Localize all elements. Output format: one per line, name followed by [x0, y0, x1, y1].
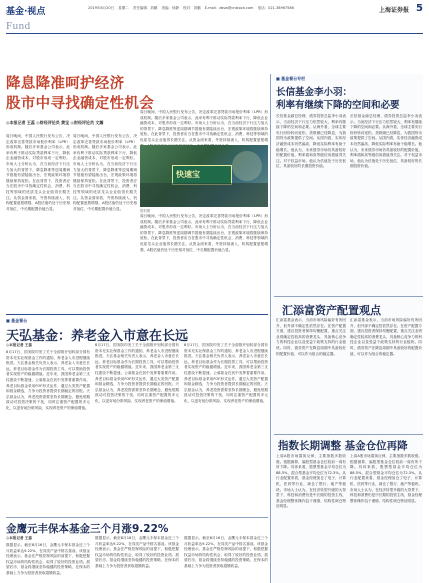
- gold-body-col3: 数据显示，截至8月16日，金鹰元丰保本基金近三个月收益率达9.22%，在同类产品中排名靠前。该基金经理表示，基金在严格控制风险的前提下，积极把握权益市场的结构性机会，取得了较好的投资业绩。展望后市，基金将继续坚持稳健的投资策略，在保本的基础上力争为投资者获取超额收益。: [184, 536, 268, 568]
- pension-body-col2: 8月17日，国务院印发了关于全面推开划转部分国有资本充实社保基金工作的通知，养老金入市进程继续推进。天弘基金相关负责人表示，养老金入市意在长远，养老目标基金作为长期投资工具，可以帮助投资者实现资产的稳健增值。近年来，我国养老金第三支柱建设不断提速，公募基金在其中发挥着重要作用。养老目标基金采用FOF形式运作，通过大类资产配置和基金精选，力争为投资者提供长期稳定的回报。天弘基金认为，养老投资需要坚持长期理念，避免短期波动对投资决策的干扰，同时注重资产配置的多元化，以更好地分散风险，实现养老资产的保值增值。: [95, 343, 179, 403]
- lead-headline-line2: 股市中寻找确定性机会: [6, 96, 154, 112]
- date-info-item: 美编：何静: [161, 6, 179, 10]
- paper-name: 上海证券报: [378, 7, 409, 14]
- right-rule-1: [274, 296, 423, 297]
- right-headline3: 指数长期调整 基金仓位再降: [278, 440, 408, 452]
- right-body1-col2: 长信基金副总经理、债券投资总监李小羽表示，当前经济下行压力依然较大，利率有继续下降的空间和必要。从海外看，全球主要央行纷纷转向宽松，美联储已经降息，为我国货币政策提供了空间。从国内看，实体经济融资成本仍然偏高，降低实际利率有助于稳增长。他认为，未来债券市场仍具备较好的配置价值，利率债和高等级信用债值得关注。对于权益市场，他认为估值处于历史低位，具备较好的长期投资价值。: [350, 114, 422, 169]
- date-info-item: 电话：021-38967586: [257, 6, 294, 10]
- right-body2-col1: 汇添富基金表示，当前市场风险偏好有所回升，但外部不确定性依然存在。在资产配置方面，建议投资者保持均衡配置，重点关注业绩确定性较高的消费龙头、具备核心竞争力的科技企业以及受益于政策支持的行业板块。同时，债券资产在降息周期中具备较好的配置价值，可以作为组合的稳定器。: [276, 318, 346, 356]
- lead-bottom-rule: [6, 314, 268, 315]
- right-headline2: 汇添富资产配置观点: [282, 304, 381, 317]
- header-rule: [6, 33, 423, 34]
- date-info-line: [88, 6, 297, 11]
- lead-headline-line1: 降息降准呵护经济: [6, 76, 125, 92]
- lead-body-col3-top: 周日晚间，中国人民银行发布公告，决定改革完善贷款市场报价利率（LPR）形成机制。随后多家基金公司表示，此举有利于推动实际贷款利率下行，降低企业融资成本，对股市形成一定利好。市场人士分析认为，在当前经济下行压力加大的背景下，降息降准等逆周期调节措施有望陆续出台，宏观政策环境将继续保持宽松。在此背景下，投资者应当在股市中寻找确定性机会，消费、科技等领域的优质龙头企业值得长期关注。从资金面来看，外资持续流入，机构配置意愿增: [140, 110, 268, 142]
- right-section-label: ■ 基金看台专栏: [276, 76, 306, 81]
- right-headline1-line1: 长信基金李小羽：: [276, 87, 353, 98]
- column-divider: [270, 74, 271, 583]
- right-headline1-line2: 利率有继续下降的空间和必要: [276, 100, 400, 111]
- photo-shadow-shape: [140, 183, 268, 207]
- header-bar: [6, 4, 423, 18]
- right-body1-col1: 长信基金副总经理、债券投资总监李小羽表示，当前经济下行压力依然较大，利率有继续下降的空间和必要。从海外看，全球主要央行纷纷转向宽松，美联储已经降息，为我国货币政策提供了空间。从国内看，实体经济融资成本仍然偏高，降低实际利率有助于稳增长。他认为，未来债券市场仍具备较好的配置价值，利率债和高等级信用债值得关注。对于权益市场，他认为估值处于历史低位，具备较好的长期投资价值。: [276, 114, 346, 169]
- pension-byline: ◎本报记者 王蕊: [6, 343, 32, 347]
- photo-caption: 资料图: [140, 209, 151, 213]
- gold-headline: 金鹰元丰保本基金三个月涨9.22%: [6, 523, 169, 535]
- gold-body-col2: 数据显示，截至8月16日，金鹰元丰保本基金近三个月收益率达9.22%，在同类产品中排名靠前。该基金经理表示，基金在严格控制风险的前提下，积极把握权益市场的结构性机会，取得了较好的投资业绩。展望后市，基金将继续坚持稳健的投资策略，在保本的基础上力争为投资者获取超额收益。: [95, 536, 179, 568]
- right-rule-2: [274, 434, 423, 435]
- page-number: 5: [416, 3, 423, 14]
- section-tag: 基金·视点: [6, 7, 46, 17]
- gold-byline: ◎本报记者 王蕊: [6, 536, 32, 540]
- right-body3-col2: 上周A股市场震荡反弹，主要指数多数收涨。根据测算，偏股型基金仓位较前一周有所下降。具体来看，股票型基金平均仓位为88.5%，混合型基金平均仓位为72.3%。从行业配置来看，基金经理加仓了电子、计算机、医药等行业，减仓了银行、地产等板块。市场人士认为，在经济转型升级的大背景下，科技和消费仍是中长期的投资主线，基金经理整体操作趋于谨慎，结构性调仓特征明显。: [350, 454, 422, 503]
- right-body3-col1: 上周A股市场震荡反弹，主要指数多数收涨。根据测算，偏股型基金仓位较前一周有所下降。具体来看，股票型基金平均仓位为88.5%，混合型基金平均仓位为72.3%。从行业配置来看，基金经理加仓了电子、计算机、医药等行业，减仓了银行、地产等板块。市场人士认为，在经济转型升级的大背景下，科技和消费仍是中长期的投资主线，基金经理整体操作趋于谨慎，结构性调仓特征明显。: [276, 454, 346, 509]
- photo-sign-text: 快速宝: [176, 170, 200, 179]
- lead-subdeck: ◎本报记者 王蕊 ◎财经评论员 黄宝 ◎财经评论员 文瀚: [6, 120, 104, 125]
- gold-body-col1: 数据显示，截至8月16日，金鹰元丰保本基金近三个月收益率达9.22%，在同类产品中排名靠前。该基金经理表示，基金在严格控制风险的前提下，积极把握权益市场的结构性机会，取得了较好的投资业绩。展望后市，基金将继续坚持稳健的投资策略，在保本的基础上力争为投资者获取超额收益。: [6, 543, 90, 575]
- right-body2-col2: 汇添富基金表示，当前市场风险偏好有所回升，但外部不确定性依然存在。在资产配置方面，建议投资者保持均衡配置，重点关注业绩确定性较高的消费龙头、具备核心竞争力的科技企业以及受益于政策支持的行业板块。同时，债券资产在降息周期中具备较好的配置价值，可以作为组合的稳定器。: [350, 318, 422, 356]
- pension-bottom-rule: [6, 517, 268, 518]
- lead-body-col2: 周日晚间，中国人民银行发布公告，决定改革完善贷款市场报价利率（LPR）形成机制。随后多家基金公司表示，此举有利于推动实际贷款利率下行，降低企业融资成本，对股市形成一定利好。市场人士分析认为，在当前经济下行压力加大的背景下，降息降准等逆周期调节措施有望陆续出台，宏观政策环境将继续保持宽松。在此背景下，投资者应当在股市中寻找确定性机会，消费、科技等领域的优质龙头企业值得长期关注。从资金面来看，外资持续流入，机构配置意愿增强，A股估值仍处于历史相对低位，中长期配置价值凸显。: [73, 134, 137, 211]
- pension-body-col3: 8月17日，国务院印发了关于全面推开划转部分国有资本充实社保基金工作的通知，养老金入市进程继续推进。天弘基金相关负责人表示，养老金入市意在长远，养老目标基金作为长期投资工具，可以帮助投资者实现资产的稳健增值。近年来，我国养老金第三支柱建设不断提速，公募基金在其中发挥着重要作用。养老目标基金采用FOF形式运作，通过大类资产配置和基金精选，力争为投资者提供长期稳定的回报。天弘基金认为，养老投资需要坚持长期理念，避免短期波动对投资决策的干扰，同时注重资产配置的多元化，以更好地分散风险，实现养老资产的保值增值。: [184, 343, 268, 403]
- lead-body-col1: 周日晚间，中国人民银行发布公告，决定改革完善贷款市场报价利率（LPR）形成机制。随后多家基金公司表示，此举有利于推动实际贷款利率下行，降低企业融资成本，对股市形成一定利好。市场人士分析认为，在当前经济下行压力加大的背景下，降息降准等逆周期调节措施有望陆续出台，宏观政策环境将继续保持宽松。在此背景下，投资者应当在股市中寻找确定性机会，消费、科技等领域的优质龙头企业值得长期关注。从资金面来看，外资持续流入，机构配置意愿增强，A股估值仍处于历史相对低位，中长期配置价值凸显。: [6, 134, 70, 211]
- date-info-item: E-mail：zbsw@cnstock.com: [204, 6, 254, 10]
- pension-headline: 天弘基金：养老金入市意在长远: [6, 329, 189, 344]
- lead-headline-block: [6, 74, 268, 114]
- section-english-title: Fund: [6, 20, 31, 32]
- lead-body-col3-bottom: 周日晚间，中国人民银行发布公告，决定改革完善贷款市场报价利率（LPR）形成机制。随后多家基金公司表示，此举有利于推动实际贷款利率下行，降低企业融资成本，对股市形成一定利好。市场人士分析认为，在当前经济下行压力加大的背景下，降息降准等逆周期调节措施有望陆续出台，宏观政策环境将继续保持宽松。在此背景下，投资者应当在股市中寻找确定性机会，消费、科技等领域的优质龙头企业值得长期关注。从资金面来看，外资持续流入，机构配置意愿增强，A股估值仍处于历史相对低位，中长期配置价值凸显。: [140, 214, 268, 252]
- lead-photo: [140, 145, 268, 207]
- date-info-item: 星期二: [118, 6, 129, 10]
- date-info-item: 2019年8月20日: [88, 6, 115, 10]
- pension-section-label: ■ 基金看台: [6, 318, 28, 323]
- pension-body-col1: 8月17日，国务院印发了关于全面推开划转部分国有资本充实社保基金工作的通知，养老金入市进程继续推进。天弘基金相关负责人表示，养老金入市意在长远，养老目标基金作为长期投资工具，可以帮助投资者实现资产的稳健增值。近年来，我国养老金第三支柱建设不断提速，公募基金在其中发挥着重要作用。养老目标基金采用FOF形式运作，通过大类资产配置和基金精选，力争为投资者提供长期稳定的回报。天弘基金认为，养老投资需要坚持长期理念，避免短期波动对投资决策的干扰，同时注重资产配置的多元化，以更好地分散风险，实现养老资产的保值增值。: [6, 350, 90, 410]
- date-info-item: 校对：刘鹏: [183, 6, 201, 10]
- photo-light-shape: [232, 151, 262, 181]
- date-info-item: 责任编辑：刘鹏: [132, 6, 158, 10]
